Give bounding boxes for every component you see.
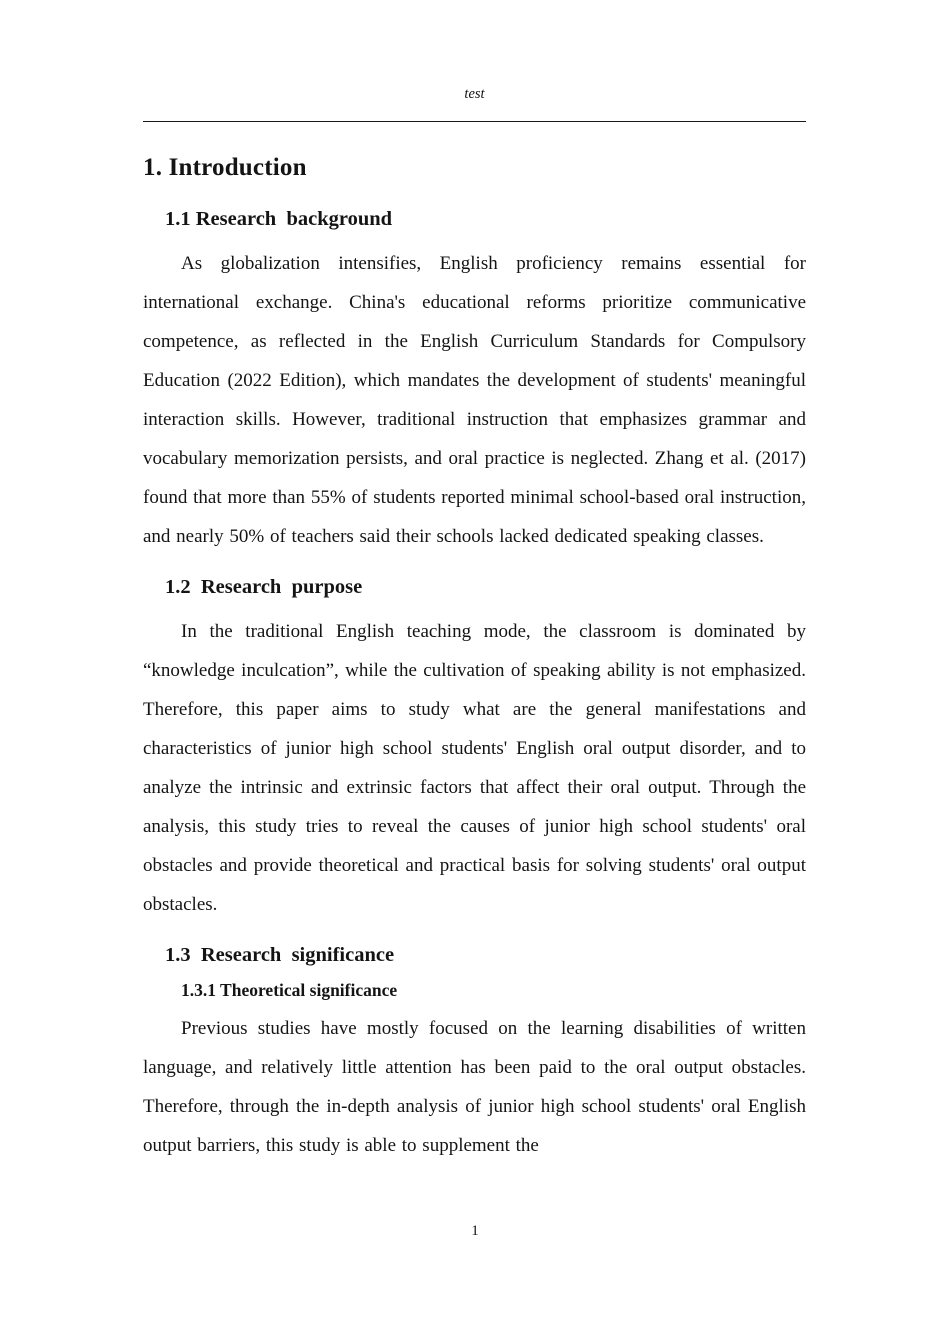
paragraph-research-background: As globalization intensifies, English proficiency remains essential for international exchange. China's educational reforms prioritize communicative competence, as reflected in the English Curriculum Standards for Compulsory Education (2022 Edition), which mandates the development of students' meaningful interaction skills. However, traditional instruction that emphasizes grammar and vocabulary memorization persists, and oral practice is neglected. Zhang et al. (2017) found that more than 55% of students reported minimal school-based oral instruction, and nearly 50% of teachers said their schools lacked dedicated speaking classes. [143, 253, 806, 548]
paragraph-research-purpose: In the traditional English teaching mode, the classroom is dominated by “knowledge inculcation”, while the cultivation of speaking ability is not emphasized. Therefore, this paper aims to study what are the general manifestations and characteristics of junior high school students' English oral output disorder, and to analyze the intrinsic and extrinsic factors that affect their oral output. Through the analysis, this study tries to reveal the causes of junior high school students' oral obstacles and provide theoretical and practical basis for solving students' oral output obstacles. [143, 621, 806, 916]
page-number: 1 [471, 1223, 479, 1239]
header-text: test [464, 86, 485, 102]
heading-theoretical-significance: 1.3.1 Theoretical significance [181, 980, 398, 1001]
heading-research-purpose: 1.2 Research purpose [165, 576, 363, 599]
header-rule [143, 121, 806, 122]
paragraph-theoretical-significance: Previous studies have mostly focused on the learning disabilities of written language, and relatively little attention has been paid to the oral output obstacles. Therefore, through the in-depth analysis of junior high school students' oral English output barriers, this study is able to supplement the [143, 1018, 806, 1157]
heading-research-significance: 1.3 Research significance [165, 944, 395, 967]
section-title-introduction: 1. Introduction [143, 154, 307, 182]
heading-research-background: 1.1 Research background [165, 208, 393, 231]
page-header [143, 86, 806, 121]
